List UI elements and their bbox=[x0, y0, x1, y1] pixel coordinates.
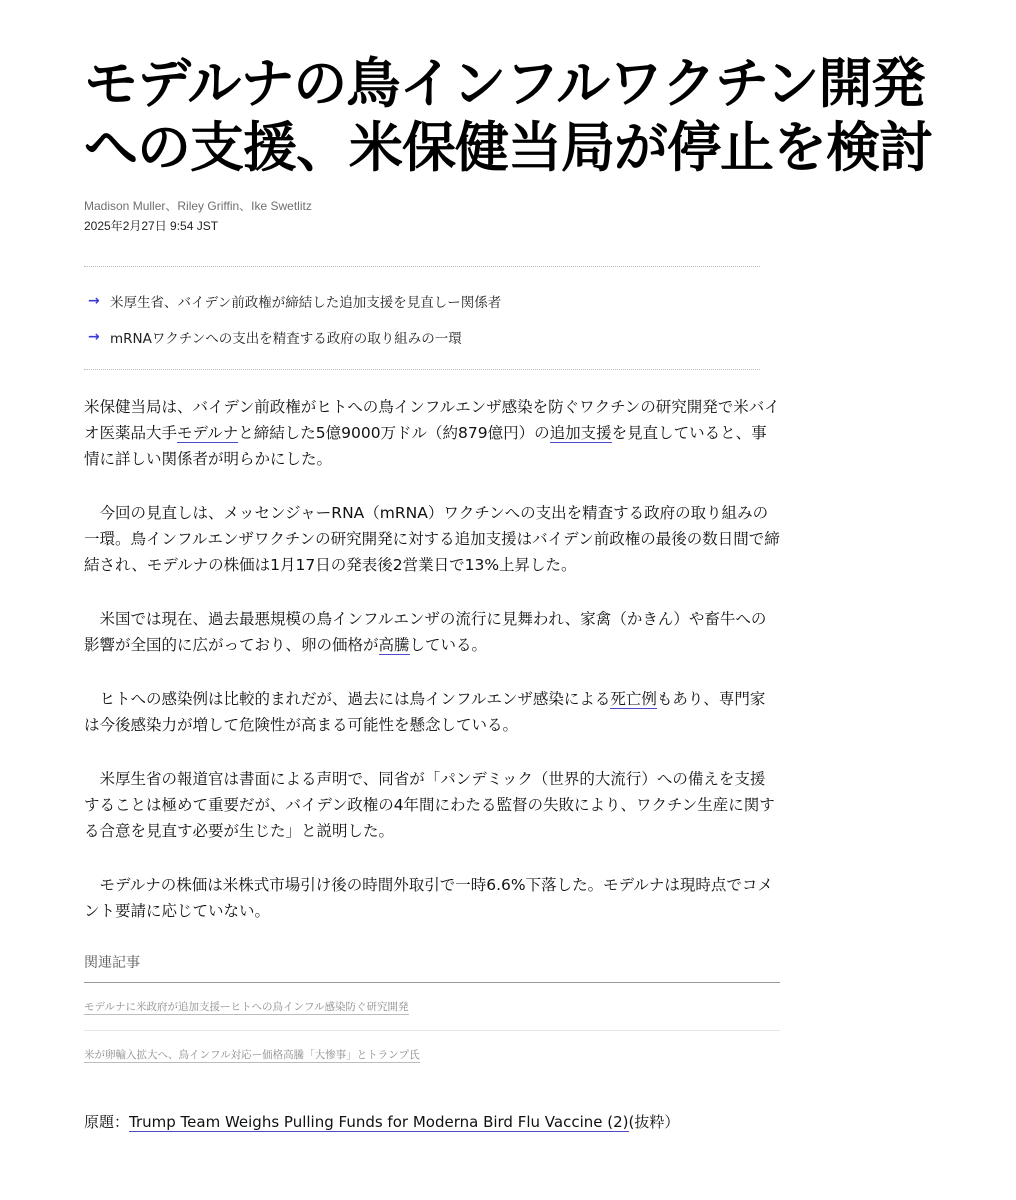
related-article-title[interactable]: 米が卵輸入拡大へ、鳥インフル対応ー価格高騰「大惨事」とトランプ氏 bbox=[84, 1049, 420, 1061]
related-article-title[interactable]: モデルナに米政府が追加支援ーヒトへの鳥インフル感染防ぐ研究開発 bbox=[84, 1000, 409, 1013]
paragraph-1 bbox=[84, 394, 780, 472]
article-body bbox=[84, 394, 780, 924]
paragraph-4 bbox=[84, 686, 780, 738]
paragraph-text: と締結した5億9000万ドル（約879億円）の bbox=[238, 424, 550, 442]
additional-support-link[interactable]: 追加支援 bbox=[549, 424, 612, 442]
paragraph-text: している。 bbox=[409, 636, 488, 654]
paragraph-6: モデルナの株価は米株式市場引け後の時間外取引で一時6.6%下落した。モデルナは現時点でコメント要請に応じていない。 bbox=[84, 876, 773, 920]
original-title-suffix: (抜粋） bbox=[628, 1113, 680, 1131]
related-article-link[interactable] bbox=[84, 1031, 780, 1079]
headline bbox=[84, 52, 984, 180]
original-title bbox=[84, 1111, 984, 1132]
price-surge-link[interactable]: 高騰 bbox=[378, 636, 410, 654]
headline-line-1: モデルナの鳥インフルワクチン開発 bbox=[84, 52, 925, 115]
paragraph-text: ヒトへの感染例は比較的まれだが、過去には鳥インフルエンザ感染による bbox=[99, 690, 611, 708]
headline-line-2: への支援、米保健当局が停止を検討 bbox=[84, 116, 932, 179]
death-case-link[interactable]: 死亡例 bbox=[610, 690, 657, 708]
arrow-right-icon: → bbox=[88, 293, 100, 309]
summary-item bbox=[84, 319, 760, 355]
paragraph-5: 米厚生省の報道官は書面による声明で、同省が「パンデミック（世界的大流行）への備えを支援することは極めて重要だが、バイデン政権の4年間にわたる監督の失敗により、ワクチン生産に関する合意を見直す必要が生じた」と説明した。 bbox=[84, 770, 775, 840]
related-article-link[interactable] bbox=[84, 983, 780, 1031]
byline: Madison Muller、Riley Griffin、Ike Swetlitz bbox=[84, 199, 312, 213]
paragraph-text: 米保健当局は、バイデン前政権がヒトへの鳥インフルエンザ感染を防ぐワクチンの研究開発で米バイオ医薬品大手 bbox=[84, 398, 780, 442]
summary-text: 米厚生省、バイデン前政権が締結した追加支援を見直しー関係者 bbox=[110, 295, 502, 311]
related-articles bbox=[84, 952, 780, 1079]
summary-text: mRNAワクチンへの支出を精査する政府の取り組みの一環 bbox=[110, 331, 462, 347]
paragraph-text: を見直していると、事情に詳しい関係者が明らかにした。 bbox=[84, 424, 767, 468]
original-title-label: 原題： bbox=[84, 1113, 130, 1131]
original-article-link[interactable]: Trump Team Weighs Pulling Funds for Moderna Bird Flu Vaccine (2) bbox=[129, 1113, 629, 1131]
related-heading: 関連記事 bbox=[84, 952, 780, 983]
moderna-link[interactable]: モデルナ bbox=[177, 424, 239, 442]
publish-date: 2025年2月27日 9:54 JST bbox=[84, 219, 219, 233]
summary-box bbox=[84, 266, 760, 370]
paragraph-text: もあり、専門家は今後感染力が増して危険性が高まる可能性を懸念している。 bbox=[84, 690, 766, 734]
article bbox=[84, 52, 984, 1132]
paragraph-2: 今回の見直しは、メッセンジャーRNA（mRNA）ワクチンへの支出を精査する政府の取り組みの一環。鳥インフルエンザワクチンの研究開発に対する追加支援はバイデン前政権の最後の数日間で締結され、モデルナの株価は1月17日の発表後2営業日で13%上昇した。 bbox=[84, 504, 780, 574]
summary-item bbox=[84, 283, 760, 319]
paragraph-text: 米国では現在、過去最悪規模の鳥インフルエンザの流行に見舞われ、家禽（かきん）や畜牛への影響が全国的に広がっており、卵の価格が bbox=[84, 610, 767, 654]
arrow-right-icon: → bbox=[88, 329, 100, 345]
paragraph-3 bbox=[84, 606, 780, 658]
